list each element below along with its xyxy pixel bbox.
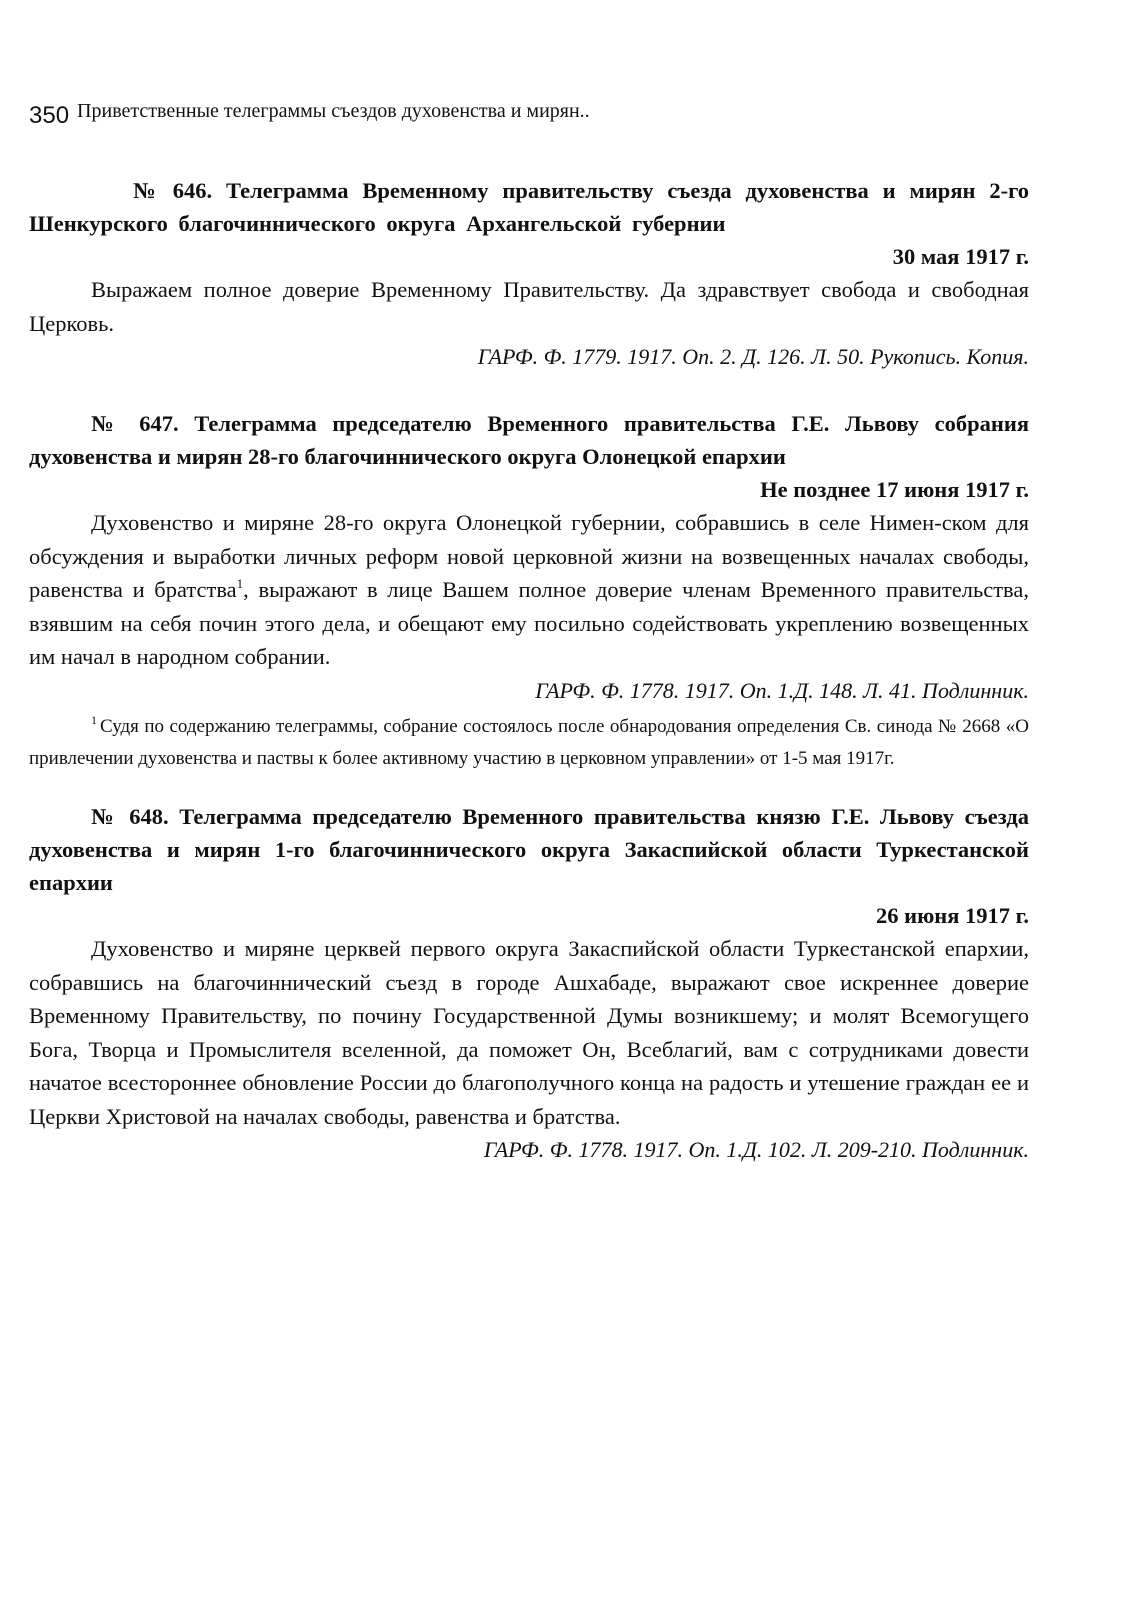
running-head (29, 100, 590, 130)
document-647 (29, 407, 1029, 775)
footnote-text: Судя по содержанию телеграммы, собрание состоялось после обнародования определения Св. синода № 2668 «О привлечении духовенства и паствы к более активному участию в церковном управлении» от 1-5 мая 1917г. (29, 715, 1029, 769)
body-text: Духовенство и миряне 28-го округа Олонецкой губернии, собравшись в селе Нимен-ском для обсуждения и выработки личных реформ новой церковной жизни на возвещенных началах свободы, равенства и братства (29, 510, 1029, 602)
footnote-mark: 1 (91, 712, 97, 727)
document-body: Выражаем полное доверие Временному Правительству. Да здравствует свобода и свободная Церковь. (29, 277, 1029, 336)
document-date: 26 июня 1917 г. (876, 903, 1029, 928)
document-646 (29, 174, 1029, 373)
book-page (29, 0, 1029, 1615)
document-date: Не позднее 17 июня 1917 г. (760, 477, 1029, 502)
footnote-reference[interactable]: 1 (236, 576, 244, 591)
document-heading: № 646. Телеграмма Временному правительству съезда духовенства и мирян 2-го Шенкурского благочиннического округа Архангельской губернии (29, 178, 1029, 236)
page-number: 350 (29, 102, 70, 129)
document-648 (29, 800, 1029, 1166)
archive-reference: ГАРФ. Ф. 1778. 1917. Оп. 1.Д. 102. Л. 209-210. Подлинник. (483, 1137, 1029, 1162)
document-body (29, 506, 1029, 674)
footnote (29, 711, 1029, 775)
archive-reference: ГАРФ. Ф. 1779. 1917. Оп. 2. Д. 126. Л. 50. Рукопись. Копия. (477, 344, 1029, 369)
archive-reference: ГАРФ. Ф. 1778. 1917. Оп. 1.Д. 148. Л. 41. Подлинник. (535, 677, 1029, 703)
document-body: Духовенство и миряне церквей первого округа Закаспийской области Туркестанской епархии, собравшись на благочиннический съезд в городе Ашхабаде, выражают свое искреннее доверие Временному Правительству, по почину Государственной Думы возникшему; и молят Всемогущего Бога, Творца и Промыслителя вселенной, да поможет Он, Всеблагий, вам с сотрудниками довести начатое всестороннее обновление России до благополучного конца на радость и утешение граждан ее и Церкви Христовой на началах свободы, равенства и братства. (29, 936, 1029, 1129)
body-text: , выражают в лице Вашем полное доверие членам Временного правительства, взявшим на себя почин этого дела, и обещают ему посильно содействовать укреплению возвещенных им начал в народном собрании. (29, 577, 1029, 669)
document-heading: № 648. Телеграмма председателю Временного правительства князю Г.Е. Львову съезда духовенства и мирян 1-го благочиннического округа Закаспийской области Туркестанской епархии (29, 804, 1029, 895)
document-date: 30 мая 1917 г. (892, 244, 1029, 269)
running-title: Приветственные телеграммы съездов духовенства и мирян.. (77, 100, 590, 122)
document-heading: № 647. Телеграмма председателю Временного правительства Г.Е. Львову собрания духовенства и мирян 28-го благочиннического округа Олонецкой епархии (29, 411, 1029, 469)
